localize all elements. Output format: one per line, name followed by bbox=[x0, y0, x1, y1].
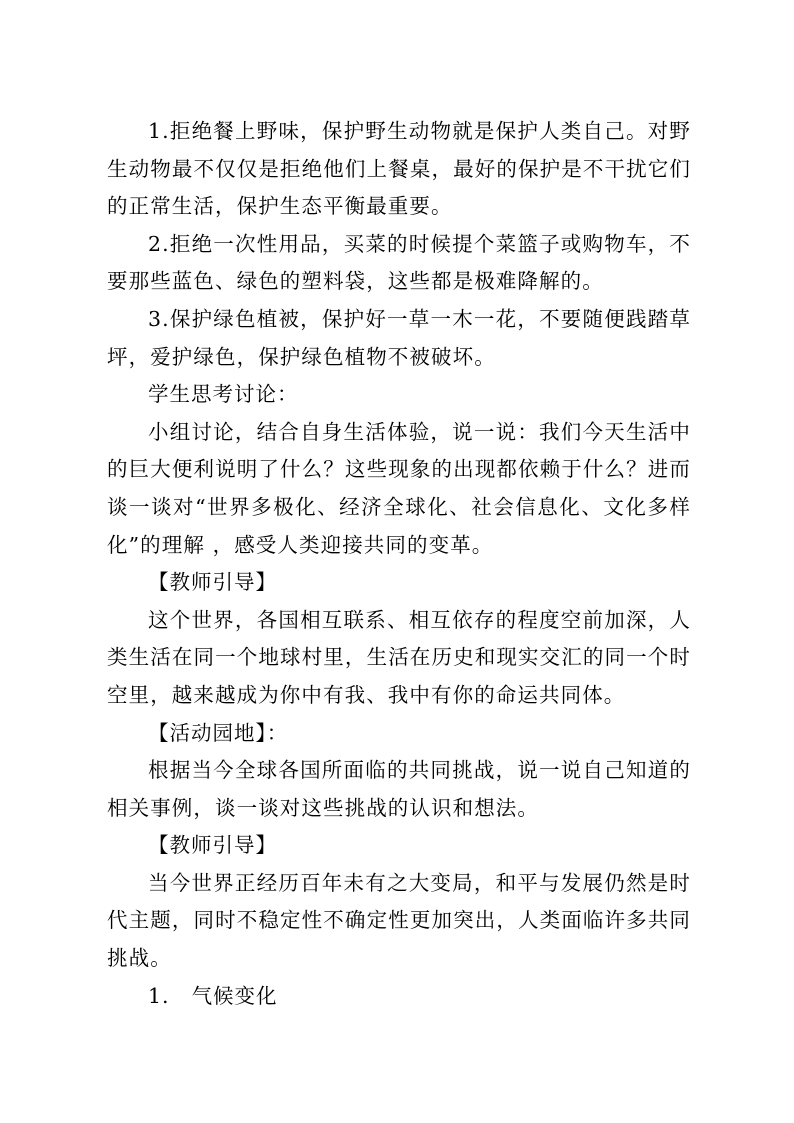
paragraph-disposables: 2.拒绝一次性用品，买菜的时候提个菜篮子或购物车，不要那些蓝色、绿色的塑料袋，这些都是极难降解的。 bbox=[107, 231, 691, 294]
list-item-climate bbox=[107, 978, 691, 1016]
list-item-text: 气候变化 bbox=[191, 983, 278, 1008]
paragraph-challenges: 根据当今全球各国所面临的共同挑战，说一说自己知道的相关事例，谈一谈对这些挑战的认识和想法。 bbox=[107, 758, 691, 820]
paragraph-global-village: 这个世界，各国相互联系、相互依存的程度空前加深，人类生活在同一个地球村里，生活在历史和现实交汇的同一个时空里，越来越成为你中有我、我中有你的命运共同体。 bbox=[107, 607, 691, 707]
paragraph-world-changes: 当今世界正经历百年未有之大变局，和平与发展仍然是时代主题，同时不稳定性不确定性更加突出，人类面临许多共同挑战。 bbox=[107, 870, 691, 971]
paragraph-vegetation: 3.保护绿色植被，保护好一草一木一花，不要随便践踏草坪，爱护绿色，保护绿色植物不被破坏。 bbox=[107, 306, 691, 369]
list-item-number: 1. bbox=[148, 983, 170, 1008]
document-body bbox=[107, 113, 691, 1015]
heading-activity-garden: 【活动园地】： bbox=[148, 720, 289, 745]
heading-student-discussion: 学生思考讨论： bbox=[148, 382, 299, 407]
paragraph-wildlife: 1.拒绝餐上野味，保护野生动物就是保护人类自己。对野生动物最不仅仅是拒绝他们上餐桌，最好的保护是不干扰它们的正常生活，保护生态平衡最重要。 bbox=[107, 119, 691, 219]
heading-teacher-guide-2: 【教师引导】 bbox=[148, 833, 277, 858]
heading-teacher-guide-1: 【教师引导】 bbox=[148, 570, 277, 595]
paragraph-group-discussion: 小组讨论，结合自身生活体验，说一说：我们今天生活中的巨大便利说明了什么？这些现象的出现都依赖于什么？进而谈一谈对“世界多极化、经济全球化、社会信息化、文化多样化”的理解 ，感受人类迎接共同的变革。 bbox=[107, 419, 691, 557]
